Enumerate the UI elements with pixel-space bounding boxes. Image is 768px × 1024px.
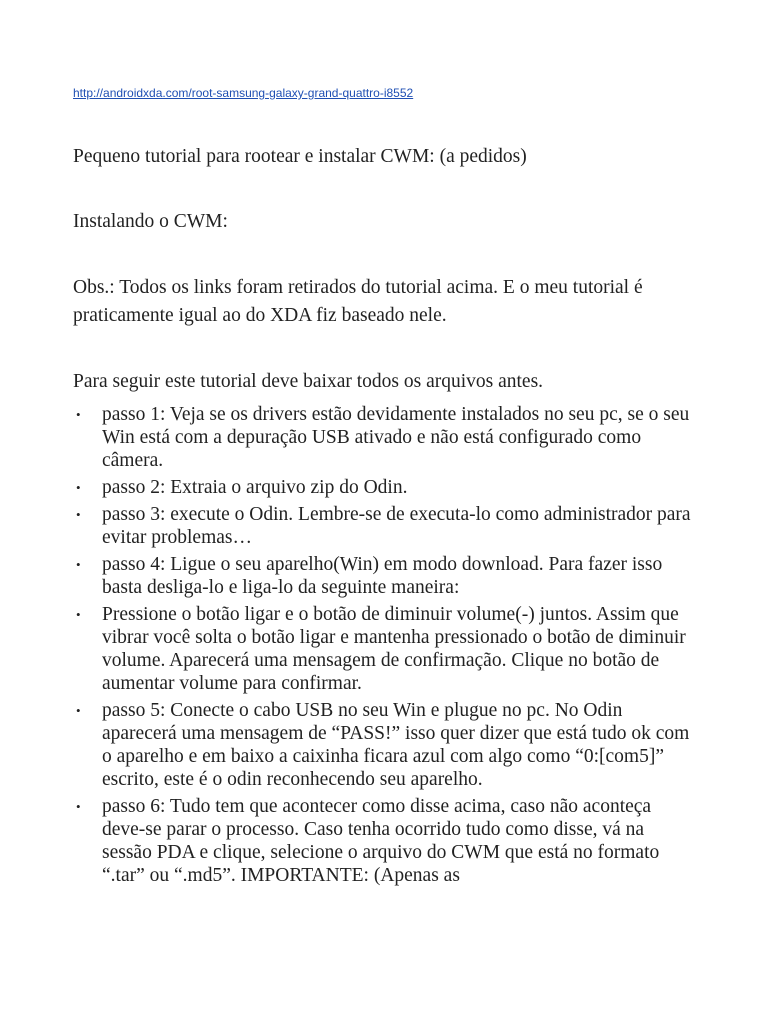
bullet-icon: •	[76, 799, 81, 814]
step-text: passo 6: Tudo tem que acontecer como disse acima, caso não aconteça deve-se parar o processo. Caso tenha ocorrido tudo como disse, vá na sessão PDA e clique, selecione o arquivo do CWM que está no formato “.tar” ou “.md5”. IMPORTANTE: (Apenas as	[102, 796, 660, 886]
source-link[interactable]: http://androidxda.com/root-samsung-galaxy-grand-quattro-i8552	[73, 86, 414, 100]
step-text: passo 4: Ligue o seu aparelho(Win) em modo download. Para fazer isso basta desliga-lo e liga-lo da seguinte maneira:	[102, 554, 663, 598]
obs-note: Obs.: Todos os links foram retirados do tutorial acima. E o meu tutorial é praticamente igual ao do XDA fiz baseado nele.	[73, 277, 643, 326]
bullet-icon: •	[76, 607, 81, 622]
step-text: Pressione o botão ligar e o botão de diminuir volume(-) juntos. Assim que vibrar você solta o botão ligar e mantenha pressionado o botão de diminuir volume. Aparecerá uma mensagem de confirmação. Clique no botão de aumentar volume para confirmar.	[102, 604, 686, 694]
bullet-icon: •	[76, 703, 81, 718]
intro-text: Para seguir este tutorial deve baixar todos os arquivos antes.	[73, 371, 544, 392]
step-item	[73, 476, 693, 499]
step-item	[73, 553, 693, 599]
bullet-icon: •	[76, 507, 81, 522]
step-text: passo 1: Veja se os drivers estão devidamente instalados no seu pc, se o seu Win está com a depuração USB ativado e não está configurado como câmera.	[102, 404, 690, 471]
step-item	[73, 795, 693, 887]
step-text: passo 2: Extraia o arquivo zip do Odin.	[102, 477, 408, 498]
steps-list	[73, 403, 693, 891]
tutorial-title: Pequeno tutorial para rootear e instalar CWM: (a pedidos)	[73, 146, 527, 167]
section-heading: Instalando o CWM:	[73, 211, 228, 232]
step-item	[73, 503, 693, 549]
bullet-icon: •	[76, 407, 81, 422]
step-text: passo 3: execute o Odin. Lembre-se de executa-lo como administrador para evitar problemas…	[102, 504, 691, 548]
step-item	[73, 403, 693, 472]
step-text: passo 5: Conecte o cabo USB no seu Win e plugue no pc. No Odin aparecerá uma mensagem de “PASS!” isso quer dizer que está tudo ok com o aparelho e em baixo a caixinha ficara azul com algo como “0:[com5]” escrito, este é o odin reconhecendo seu aparelho.	[102, 700, 690, 790]
step-item	[73, 699, 693, 791]
bullet-icon: •	[76, 480, 81, 495]
step-item	[73, 603, 693, 695]
bullet-icon: •	[76, 557, 81, 572]
